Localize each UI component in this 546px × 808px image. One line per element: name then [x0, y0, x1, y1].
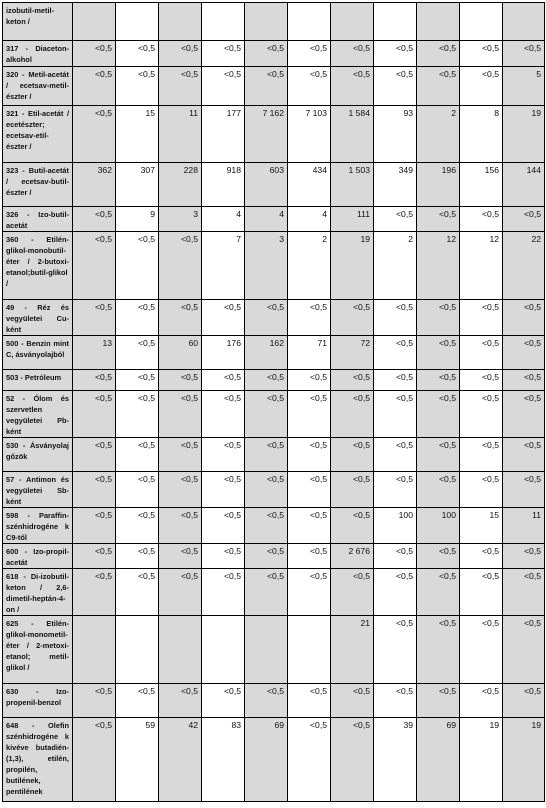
table-cell: 4: [288, 207, 331, 232]
table-cell: 11: [503, 508, 545, 544]
row-label: 317 - Diaceton-alkohol: [3, 41, 73, 67]
table-cell: <0,5: [288, 41, 331, 67]
table-cell: 156: [460, 163, 503, 207]
table-cell: <0,5: [503, 472, 545, 508]
table-cell: <0,5: [288, 67, 331, 106]
table-row: [3, 336, 545, 370]
table-cell: <0,5: [331, 438, 374, 472]
table-cell: <0,5: [288, 544, 331, 569]
table-cell: <0,5: [202, 438, 245, 472]
table-cell: <0,5: [331, 718, 374, 802]
table-cell: 1 584: [331, 106, 374, 163]
emission-table: [2, 2, 545, 802]
row-label: 500 - Benzin mint C, ásványolajból: [3, 336, 73, 370]
table-cell: <0,5: [288, 508, 331, 544]
table-cell: <0,5: [245, 370, 288, 391]
table-cell: [159, 3, 202, 41]
table-row: [3, 163, 545, 207]
table-cell: <0,5: [331, 508, 374, 544]
table-cell: <0,5: [73, 508, 116, 544]
table-cell: 5: [503, 67, 545, 106]
table-cell: [116, 3, 159, 41]
table-cell: <0,5: [503, 300, 545, 336]
table-cell: [116, 616, 159, 684]
table-cell: <0,5: [245, 569, 288, 616]
table-cell: <0,5: [460, 391, 503, 438]
table-cell: <0,5: [245, 508, 288, 544]
table-cell: <0,5: [116, 684, 159, 718]
table-cell: [460, 3, 503, 41]
table-cell: <0,5: [116, 438, 159, 472]
table-cell: 2: [417, 106, 460, 163]
table-cell: 7: [202, 232, 245, 300]
table-cell: <0,5: [202, 684, 245, 718]
table-cell: <0,5: [417, 438, 460, 472]
table-cell: <0,5: [245, 544, 288, 569]
table-cell: 144: [503, 163, 545, 207]
row-label: 57 - Antimon és vegyületei Sb-ként: [3, 472, 73, 508]
table-cell: 59: [116, 718, 159, 802]
table-cell: <0,5: [73, 106, 116, 163]
table-cell: <0,5: [159, 300, 202, 336]
table-cell: <0,5: [503, 684, 545, 718]
table-cell: 19: [503, 106, 545, 163]
table-row: [3, 616, 545, 684]
table-cell: <0,5: [331, 472, 374, 508]
table-cell: <0,5: [460, 544, 503, 569]
row-label: 648 - Olefin szénhidrogéne k kivéve butadién-(1,3), etilén, propilén, butilének, pentilének: [3, 718, 73, 802]
table-cell: <0,5: [202, 300, 245, 336]
table-cell: <0,5: [73, 391, 116, 438]
table-cell: <0,5: [503, 391, 545, 438]
table-cell: 11: [159, 106, 202, 163]
table-cell: <0,5: [202, 472, 245, 508]
table-cell: <0,5: [245, 41, 288, 67]
table-cell: 176: [202, 336, 245, 370]
table-cell: <0,5: [116, 41, 159, 67]
row-label: 49 - Réz és vegyületei Cu-ként: [3, 300, 73, 336]
table-cell: <0,5: [73, 67, 116, 106]
table-cell: 69: [417, 718, 460, 802]
table-row: [3, 391, 545, 438]
table-cell: <0,5: [417, 336, 460, 370]
table-row: [3, 300, 545, 336]
table-cell: <0,5: [202, 370, 245, 391]
table-cell: 228: [159, 163, 202, 207]
table-cell: <0,5: [503, 370, 545, 391]
table-cell: <0,5: [374, 336, 417, 370]
table-cell: 8: [460, 106, 503, 163]
table-cell: <0,5: [159, 569, 202, 616]
table-cell: <0,5: [374, 67, 417, 106]
table-cell: <0,5: [503, 616, 545, 684]
table-cell: <0,5: [73, 370, 116, 391]
table-cell: 3: [159, 207, 202, 232]
table-cell: <0,5: [245, 300, 288, 336]
table-cell: <0,5: [116, 67, 159, 106]
table-cell: <0,5: [460, 684, 503, 718]
table-cell: [245, 3, 288, 41]
table-cell: 60: [159, 336, 202, 370]
table-cell: <0,5: [202, 508, 245, 544]
table-cell: <0,5: [503, 544, 545, 569]
table-cell: <0,5: [202, 569, 245, 616]
row-label: 503 - Petróleum: [3, 370, 73, 391]
table-cell: <0,5: [202, 544, 245, 569]
table-cell: 15: [460, 508, 503, 544]
table-cell: <0,5: [374, 616, 417, 684]
table-row: [3, 3, 545, 41]
table-cell: 42: [159, 718, 202, 802]
table-cell: <0,5: [288, 472, 331, 508]
row-label: 326 - Izo-butil-acetát: [3, 207, 73, 232]
table-row: [3, 508, 545, 544]
table-cell: 603: [245, 163, 288, 207]
table-cell: 111: [331, 207, 374, 232]
table-cell: 196: [417, 163, 460, 207]
table-cell: [331, 3, 374, 41]
table-cell: <0,5: [417, 300, 460, 336]
table-cell: <0,5: [460, 438, 503, 472]
table-cell: 69: [245, 718, 288, 802]
table-cell: [503, 3, 545, 41]
table-cell: 100: [417, 508, 460, 544]
table-cell: <0,5: [331, 569, 374, 616]
table-cell: 307: [116, 163, 159, 207]
table-cell: 3: [245, 232, 288, 300]
table-cell: 39: [374, 718, 417, 802]
table-row: [3, 569, 545, 616]
table-cell: <0,5: [331, 391, 374, 438]
table-cell: 1 503: [331, 163, 374, 207]
table-cell: <0,5: [288, 684, 331, 718]
table-cell: <0,5: [159, 391, 202, 438]
table-cell: <0,5: [503, 569, 545, 616]
table-cell: <0,5: [288, 370, 331, 391]
table-cell: 177: [202, 106, 245, 163]
row-label: 52 - Ólom és szervetlen vegyületei Pb-ként: [3, 391, 73, 438]
row-label: 618 - Di-izobutil-keton / 2,6-dimetil-heptán-4-on /: [3, 569, 73, 616]
table-cell: <0,5: [245, 438, 288, 472]
table-row: [3, 41, 545, 67]
table-cell: 162: [245, 336, 288, 370]
table-cell: 349: [374, 163, 417, 207]
table-cell: <0,5: [245, 391, 288, 438]
table-row: [3, 544, 545, 569]
table-cell: [288, 616, 331, 684]
table-cell: <0,5: [331, 370, 374, 391]
table-cell: <0,5: [73, 544, 116, 569]
table-cell: <0,5: [116, 472, 159, 508]
table-cell: <0,5: [288, 300, 331, 336]
table-cell: <0,5: [460, 207, 503, 232]
table-cell: <0,5: [417, 569, 460, 616]
table-cell: <0,5: [159, 67, 202, 106]
table-cell: <0,5: [460, 41, 503, 67]
table-cell: <0,5: [73, 300, 116, 336]
row-label: 321 - Etil-acetát / ecetészter; ecetsav-etil-észter /: [3, 106, 73, 163]
table-cell: <0,5: [503, 438, 545, 472]
row-label: 323 - Butil-acetát / ecetsav-butil-észter /: [3, 163, 73, 207]
table-cell: <0,5: [417, 67, 460, 106]
table-cell: <0,5: [288, 391, 331, 438]
table-cell: <0,5: [460, 370, 503, 391]
table-cell: <0,5: [417, 544, 460, 569]
table-cell: [374, 3, 417, 41]
table-cell: <0,5: [116, 508, 159, 544]
table-cell: [202, 3, 245, 41]
table-cell: <0,5: [331, 300, 374, 336]
table-row: [3, 438, 545, 472]
table-row: [3, 232, 545, 300]
table-cell: [73, 616, 116, 684]
table-cell: <0,5: [159, 684, 202, 718]
table-cell: 22: [503, 232, 545, 300]
table-cell: 83: [202, 718, 245, 802]
table-cell: 918: [202, 163, 245, 207]
table-cell: <0,5: [159, 438, 202, 472]
table-cell: 100: [374, 508, 417, 544]
table-cell: <0,5: [460, 67, 503, 106]
table-cell: <0,5: [417, 616, 460, 684]
table-cell: <0,5: [417, 207, 460, 232]
table-cell: <0,5: [202, 391, 245, 438]
table-cell: 21: [331, 616, 374, 684]
table-cell: <0,5: [159, 544, 202, 569]
table-cell: <0,5: [503, 336, 545, 370]
table-cell: <0,5: [73, 718, 116, 802]
table-cell: 9: [116, 207, 159, 232]
table-cell: <0,5: [374, 544, 417, 569]
table-cell: 19: [460, 718, 503, 802]
table-cell: <0,5: [288, 569, 331, 616]
table-cell: <0,5: [116, 544, 159, 569]
table-cell: 434: [288, 163, 331, 207]
table-cell: <0,5: [374, 472, 417, 508]
table-cell: <0,5: [417, 370, 460, 391]
table-cell: <0,5: [374, 438, 417, 472]
table-row: [3, 106, 545, 163]
table-cell: [288, 3, 331, 41]
table-body: [3, 3, 545, 802]
table-cell: <0,5: [116, 300, 159, 336]
table-cell: <0,5: [374, 569, 417, 616]
table-row: [3, 718, 545, 802]
table-cell: <0,5: [159, 370, 202, 391]
table-cell: <0,5: [460, 300, 503, 336]
table-cell: <0,5: [374, 370, 417, 391]
table-cell: <0,5: [202, 41, 245, 67]
table-cell: <0,5: [116, 336, 159, 370]
table-cell: <0,5: [73, 232, 116, 300]
table-cell: 362: [73, 163, 116, 207]
table-cell: <0,5: [116, 391, 159, 438]
table-cell: <0,5: [417, 472, 460, 508]
table-cell: <0,5: [73, 41, 116, 67]
table-cell: [417, 3, 460, 41]
table-cell: <0,5: [331, 41, 374, 67]
table-cell: 7 162: [245, 106, 288, 163]
table-cell: 2 676: [331, 544, 374, 569]
table-cell: <0,5: [460, 616, 503, 684]
table-cell: <0,5: [116, 232, 159, 300]
table-cell: <0,5: [159, 41, 202, 67]
table-row: [3, 67, 545, 106]
table-cell: <0,5: [73, 438, 116, 472]
table-cell: 7 103: [288, 106, 331, 163]
table-row: [3, 472, 545, 508]
table-cell: <0,5: [245, 67, 288, 106]
row-label: 598 - Paraffin-szénhidrogéne k C9-től: [3, 508, 73, 544]
table-cell: <0,5: [202, 67, 245, 106]
table-cell: 19: [503, 718, 545, 802]
table-cell: <0,5: [73, 207, 116, 232]
table-cell: 12: [460, 232, 503, 300]
table-cell: 72: [331, 336, 374, 370]
table-cell: 4: [202, 207, 245, 232]
table-cell: [202, 616, 245, 684]
table-cell: <0,5: [417, 41, 460, 67]
table-cell: <0,5: [245, 472, 288, 508]
table-cell: <0,5: [460, 336, 503, 370]
table-cell: <0,5: [374, 41, 417, 67]
row-label: 625 - Etilén-glikol-monometil-éter / 2-metoxi-etanol; metil-glikol /: [3, 616, 73, 684]
row-label: 600 - Izo-propil-acetát: [3, 544, 73, 569]
row-label: izobutil-metil-keton /: [3, 3, 73, 41]
table-row: [3, 370, 545, 391]
table-cell: 15: [116, 106, 159, 163]
table-cell: <0,5: [460, 472, 503, 508]
table-cell: <0,5: [374, 684, 417, 718]
table-cell: 12: [417, 232, 460, 300]
table-cell: <0,5: [73, 569, 116, 616]
table-cell: <0,5: [503, 41, 545, 67]
table-cell: 2: [374, 232, 417, 300]
table-cell: [159, 616, 202, 684]
table-cell: <0,5: [116, 569, 159, 616]
table-cell: <0,5: [245, 684, 288, 718]
table-cell: <0,5: [73, 684, 116, 718]
table-row: [3, 207, 545, 232]
table-row: [3, 684, 545, 718]
table-cell: <0,5: [159, 232, 202, 300]
table-cell: <0,5: [116, 370, 159, 391]
table-cell: <0,5: [503, 207, 545, 232]
table-cell: <0,5: [73, 472, 116, 508]
row-label: 360 - Etilén-glikol-monobutil-éter / 2-butoxi-etanol;butil-glikol /: [3, 232, 73, 300]
table-cell: [73, 3, 116, 41]
table-cell: <0,5: [288, 718, 331, 802]
row-label: 630 - Izo-propenil-benzol: [3, 684, 73, 718]
table-cell: <0,5: [331, 684, 374, 718]
table-cell: <0,5: [331, 67, 374, 106]
table-cell: <0,5: [374, 391, 417, 438]
table-cell: <0,5: [374, 300, 417, 336]
table-cell: 2: [288, 232, 331, 300]
table-cell: <0,5: [374, 207, 417, 232]
table-cell: <0,5: [417, 684, 460, 718]
row-label: 530 - Ásványolaj gőzök: [3, 438, 73, 472]
table-cell: [245, 616, 288, 684]
table-cell: <0,5: [159, 472, 202, 508]
table-cell: 13: [73, 336, 116, 370]
table-cell: <0,5: [159, 508, 202, 544]
table-cell: <0,5: [460, 569, 503, 616]
row-label: 320 - Metil-acetát / ecetsav-metil-észter /: [3, 67, 73, 106]
table-cell: 4: [245, 207, 288, 232]
table-cell: 93: [374, 106, 417, 163]
table-cell: 19: [331, 232, 374, 300]
table-cell: 71: [288, 336, 331, 370]
table-cell: <0,5: [417, 391, 460, 438]
table-cell: <0,5: [288, 438, 331, 472]
